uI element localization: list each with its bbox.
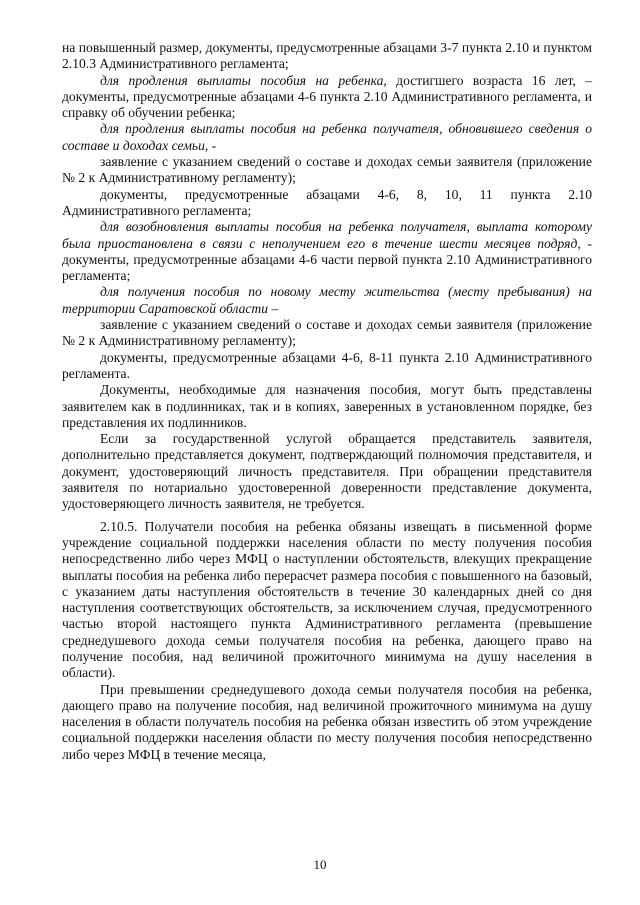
paragraph-1: на повышенный размер, документы, предусмотренные абзацами 3-7 пункта 2.10 и пунктом 2.10.3 Административного регламента; (62, 40, 592, 72)
paragraph-4: заявление с указанием сведений о составе и доходах семьи заявителя (приложение № 2 к Административному регламенту); (62, 154, 592, 186)
paragraph-5: документы, предусмотренные абзацами 4-6, 8, 10, 11 пункта 2.10 Административного регламента; (62, 186, 592, 218)
paragraph-6: для возобновления выплаты пособия на ребенка получателя, выплата которому была приостановлена в связи с неполучением его в течение шести месяцев подряд, - документы, предусмотренные абзацами 4-6 части первой пункта 2.10 Административного регламента; (62, 219, 592, 284)
paragraph-7: для получения пособия по новому месту жительства (месту пребывания) на территории Саратовской области – (62, 284, 592, 316)
paragraph-11: Если за государственной услугой обращается представитель заявителя, дополнительно представляется документ, подтверждающий полномочия представителя, и документ, удостоверяющий личность представителя. При обращении представителя заявителя по нотариально удостоверенной доверенности представление документа, удостоверяющего личность заявителя, не требуется. (62, 431, 592, 512)
paragraph-3: для продления выплаты пособия на ребенка получателя, обновившего сведения о составе и доходах семьи, - (62, 121, 592, 153)
paragraph-10: Документы, необходимые для назначения пособия, могут быть представлены заявителем как в подлинниках, так и в копиях, заверенных в установленном порядке, без представления их подлинников. (62, 382, 592, 430)
paragraph-9: документы, предусмотренные абзацами 4-6, 8-11 пункта 2.10 Административного регламента. (62, 349, 592, 381)
paragraph-13: При превышении среднедушевого дохода семьи получателя пособия на ребенка, дающего право на получение пособия, над величиной прожиточного минимума на душу населения в области получатель пособия на ребенка обязан известить об этом учреждение социальной поддержки населения области по месту получения пособия непосредственно либо через МФЦ в течение месяца, (62, 681, 592, 762)
paragraph-8: заявление с указанием сведений о составе и доходах семьи заявителя (приложение № 2 к Административному регламенту); (62, 317, 592, 349)
paragraph-12: 2.10.5. Получатели пособия на ребенка обязаны извещать в письменной форме учреждение социальной поддержки населения области по месту получения пособия непосредственно либо через МФЦ о наступлении обстоятельств, влекущих прекращение выплаты пособия на ребенка либо перерасчет размера пособия с повышенного на базовый, с указанием даты наступления обстоятельств в течение 30 календарных дней со дня наступления соответствующих обстоятельств, за исключением случая, предусмотренного частью второй настоящего пункта Административного регламента (превышение среднедушевого дохода семьи получателя пособия на ребенка, дающего право на получение пособия, над величиной прожиточного минимума на душу населения в области). (62, 518, 592, 681)
page-number: 10 (313, 857, 327, 872)
paragraph-2: для продления выплаты пособия на ребенка, достигшего возраста 16 лет, – документы, предусмотренные абзацами 4-6 пункта 2.10 Административного регламента, и справку об обучении ребенка; (62, 72, 592, 121)
